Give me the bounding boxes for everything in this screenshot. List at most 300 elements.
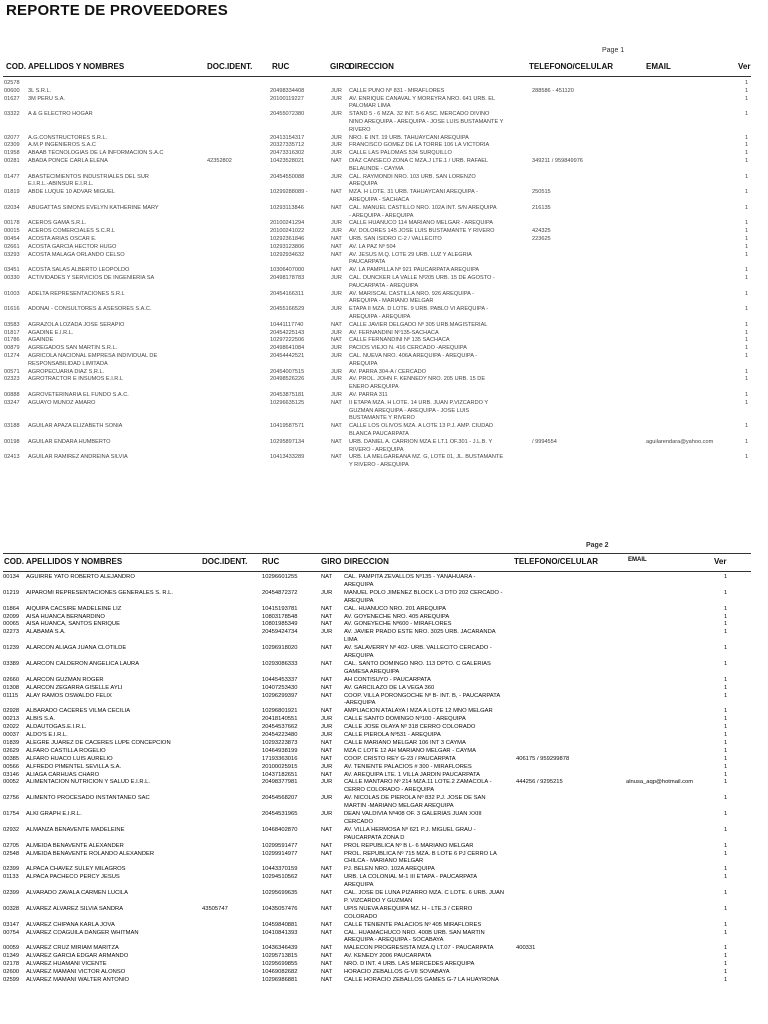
cell-giro: NAT bbox=[321, 747, 333, 754]
cell-cod: 01819 bbox=[4, 189, 20, 196]
cell-dir: AV. GARCILAZO DE LA VEGA 360 bbox=[344, 684, 435, 691]
table-row bbox=[0, 400, 768, 408]
cell-dir: COOP. VILLA PORONGOCHE Nº B- INT. B, - PAUCARPATA bbox=[344, 692, 501, 699]
table-row-continuation bbox=[0, 103, 768, 111]
table-row bbox=[0, 614, 768, 622]
cell-ver: 1 bbox=[724, 613, 728, 620]
table-row bbox=[0, 779, 768, 787]
cell-giro: JUR bbox=[331, 150, 342, 157]
cell-name: AGUIRRE YATO ROBERTO ALEJANDRO bbox=[26, 574, 135, 580]
cell-ruc: 10413433289 bbox=[270, 454, 305, 461]
table-row bbox=[0, 922, 768, 930]
cell-ver: 1 bbox=[724, 629, 728, 636]
cell-giro: NAT bbox=[331, 423, 342, 430]
cell-giro: NAT bbox=[331, 158, 342, 164]
cell-cod: 00037 bbox=[3, 732, 20, 738]
table-row bbox=[0, 811, 768, 819]
cell-name: ALBARADO CACERES VILMA CECILIA bbox=[26, 708, 131, 715]
cell-dir: MARTIN -MARIANO MELGAR AREQUIPA bbox=[344, 803, 454, 810]
cell-name: ALMANZA BENAVENTE MADELEINE bbox=[26, 826, 125, 833]
cell-name: ACOSTA MALAGA ORLANDO CELSO bbox=[28, 251, 125, 258]
cell-dir: AREQUIPA - SACHACA bbox=[349, 197, 410, 203]
cell-giro: JUR bbox=[331, 87, 342, 94]
cell-ruc: 10410841393 bbox=[262, 929, 298, 936]
cell-ruc: 20454531965 bbox=[262, 811, 298, 817]
table-row bbox=[0, 135, 768, 143]
cell-ver: 1 bbox=[745, 173, 749, 180]
cell-name: AGROPECUARIA DIAZ S.R.L. bbox=[28, 368, 105, 375]
cell-ruc: 20100241294 bbox=[270, 220, 305, 227]
cell-cod: 02413 bbox=[4, 454, 20, 461]
table-row bbox=[0, 111, 768, 119]
cell-cod: 03322 bbox=[4, 111, 20, 118]
cell-cod: 00065 bbox=[3, 621, 20, 628]
cell-dir: HORACIO ZEBALLOS G-VII SOVABAYA bbox=[344, 969, 450, 975]
cell-dir: PJ. BELEN NRO. 102A AREQUIPA bbox=[344, 866, 435, 873]
table-row bbox=[0, 376, 768, 384]
table-row bbox=[0, 353, 768, 361]
table-row bbox=[0, 392, 768, 400]
cell-tel: 424325 bbox=[532, 228, 551, 235]
table-row-continuation bbox=[0, 298, 768, 306]
cell-cod: 01349 bbox=[3, 953, 20, 960]
cell-giro: JUR bbox=[321, 795, 333, 802]
cell-dir: CAL. NUEVA NRO. 406A AREQUIPA - AREQUIPA - bbox=[349, 353, 478, 359]
cell-dir: PAUCARPATA - AREQUIPA bbox=[349, 282, 419, 289]
cell-dir: AV. ENRIQUE CANAVAL Y MOREYRA NRO. 641 URB. EL bbox=[349, 95, 496, 102]
cell-dir: CALLE HUANUCO 114 MARIANO MELGAR - AREQUIPA bbox=[349, 220, 494, 227]
cell-dir: LIMA bbox=[344, 637, 358, 644]
table-row bbox=[0, 606, 768, 614]
cell-dir: AV. SALAVERRY Nº 402- URB. VALLECITO CERCADO - bbox=[344, 645, 492, 652]
table-row bbox=[0, 291, 768, 299]
table-row bbox=[0, 677, 768, 685]
cell-cod: 02077 bbox=[4, 134, 20, 141]
table-row-continuation bbox=[0, 181, 768, 189]
cell-cod: 01219 bbox=[3, 589, 20, 596]
cell-doc: 43505747 bbox=[202, 905, 228, 912]
cell-giro: NAT bbox=[331, 267, 342, 274]
cell-dir: CAL. HUAMACHUCO NRO. 400B URB. SAN MARTIN bbox=[344, 929, 485, 936]
table-row-continuation bbox=[0, 408, 768, 416]
cell-cod: 02629 bbox=[3, 747, 20, 754]
cell-giro: NAT bbox=[321, 645, 333, 652]
cell-ver: 1 bbox=[745, 275, 749, 281]
cell-giro: NAT bbox=[321, 605, 333, 612]
table-row-continuation bbox=[0, 787, 768, 795]
cell-cod: 00888 bbox=[4, 392, 20, 398]
cell-ruc: 10464938199 bbox=[262, 747, 298, 754]
table-row bbox=[0, 661, 768, 669]
cell-dir: CAL. JOSE DE LUNA PIZARRO MZA. C LOTE. 6 URB. JUAN bbox=[344, 890, 505, 896]
cell-ruc: 10445453337 bbox=[262, 676, 298, 683]
cell-dir: CAL. SANTO DOMINGO NRO. 113 DPTO. C GALERIAS bbox=[344, 660, 491, 667]
col-tel: TELEFONO/CELULAR bbox=[514, 557, 598, 566]
cell-name: ALPACA PACHECO PERCY JESUS bbox=[26, 874, 120, 881]
cell-email: aguilarendara@yahoo.com bbox=[646, 438, 714, 445]
cell-giro: NAT bbox=[321, 921, 333, 928]
cell-name: ALIAGA CARHUAS CHARO bbox=[26, 771, 100, 778]
cell-ver: 1 bbox=[745, 236, 749, 242]
table-row bbox=[0, 890, 768, 898]
cell-cod: 00059 bbox=[3, 945, 20, 952]
cell-dir: CALLE TENIENTE PALACIOS Nº 405 MIRAFLORES bbox=[344, 921, 482, 928]
cell-cod: 02600 bbox=[3, 969, 20, 975]
cell-name: AISA HUANCA, SANTOS ENRIQUE bbox=[26, 621, 120, 628]
cell-ver: 1 bbox=[724, 684, 728, 691]
cell-tel: 400331 bbox=[516, 945, 536, 952]
cell-ver: 1 bbox=[724, 969, 728, 975]
cell-ruc: 20498526226 bbox=[270, 376, 305, 383]
cell-ver: 1 bbox=[724, 645, 728, 652]
table-row bbox=[0, 369, 768, 377]
cell-name: ADELTA REPRESENTACIONES S.R.L bbox=[28, 290, 125, 297]
cell-ruc: 10295897134 bbox=[270, 438, 305, 445]
cell-ver: 1 bbox=[724, 605, 728, 612]
cell-ver: 1 bbox=[724, 724, 728, 731]
cell-dir: AREQUIPA - AREQUIPA - SOCABAYA bbox=[344, 937, 444, 944]
col-name: APELLIDOS Y NOMBRES bbox=[26, 557, 123, 566]
cell-giro: JUR bbox=[321, 724, 333, 731]
cell-ruc: 10415193781 bbox=[262, 605, 298, 612]
col-tel: TELEFONO/CELULAR bbox=[529, 62, 613, 71]
cell-cod: 03146 bbox=[3, 771, 20, 778]
cell-name: 3M PERU S.A. bbox=[28, 95, 65, 102]
cell-dir: AV. AREQUIPA LTE. 1 VILLA JARDIN PAUCARPATA bbox=[344, 771, 480, 778]
cell-ver: 1 bbox=[745, 95, 749, 102]
cell-ruc: 20418140551 bbox=[262, 716, 298, 723]
page-number-1: Page 1 bbox=[602, 47, 625, 54]
cell-ruc: 20498641084 bbox=[270, 345, 305, 352]
cell-cod: 00281 bbox=[4, 158, 20, 164]
table-row-continuation bbox=[0, 637, 768, 645]
cell-cod: 02599 bbox=[3, 976, 20, 983]
cell-ruc: 10295699855 bbox=[262, 961, 298, 968]
cell-ver: 1 bbox=[745, 80, 749, 86]
cell-ver: 1 bbox=[724, 842, 728, 849]
table-row-continuation bbox=[0, 283, 768, 291]
table-row-continuation bbox=[0, 415, 768, 423]
cell-cod: 00213 bbox=[3, 716, 20, 723]
cell-tel: 349211 / 959849976 bbox=[532, 158, 583, 164]
cell-cod: 02932 bbox=[3, 826, 20, 833]
col-doc: DOC.IDENT. bbox=[207, 62, 253, 71]
cell-ruc: 10296601255 bbox=[262, 574, 298, 580]
cell-ver: 1 bbox=[745, 134, 749, 141]
table-row-continuation bbox=[0, 898, 768, 906]
cell-giro: NAT bbox=[321, 976, 333, 983]
cell-name: ACEROS COMERCIALES S.C.R.L bbox=[28, 228, 116, 235]
cell-name: ALVAREZ CRUZ MIRIAM MARITZA bbox=[26, 945, 119, 952]
cell-ruc: 10299914977 bbox=[262, 850, 298, 857]
table-row bbox=[0, 866, 768, 874]
column-header-row-page-1 bbox=[0, 62, 768, 74]
cell-cod: 03389 bbox=[3, 660, 20, 667]
cell-giro: JUR bbox=[331, 345, 342, 352]
cell-name: AGAINDE bbox=[28, 337, 54, 344]
table-row-continuation bbox=[0, 914, 768, 922]
cell-name: ALARCON ZEGARRA GISELLE AYLI bbox=[26, 684, 123, 691]
cell-dir: RIVERO - AREQUIPA bbox=[349, 446, 404, 453]
col-cod: COD. bbox=[6, 62, 26, 71]
table-row bbox=[0, 827, 768, 835]
table-row bbox=[0, 228, 768, 236]
cell-ruc: 10435057476 bbox=[262, 905, 298, 912]
cell-dir: CALLE MANTARO Nº 214 MZA.11 LOTE.2 ZAMACOLA - bbox=[344, 779, 492, 786]
cell-giro: NAT bbox=[321, 953, 333, 960]
table-row-continuation bbox=[0, 598, 768, 606]
table-row bbox=[0, 322, 768, 330]
cell-dir: AV. TENIENTE PALACIOS # 300 - MIRAFLORES bbox=[344, 763, 472, 770]
cell-name: ABADA PONCE CARLA ELENA bbox=[28, 158, 108, 164]
cell-dir: II ETAPA MZA. H LOTE. 14 URB. JUAN P.VIZCARDO Y bbox=[349, 399, 489, 406]
cell-name: A & G ELECTRO HOGAR bbox=[28, 111, 93, 118]
cell-dir: NIÑO AREQUIPA - AREQUIPA - JOSE LUIS BUSTAMANTE Y bbox=[349, 119, 504, 125]
table-row bbox=[0, 220, 768, 228]
cell-ver: 1 bbox=[745, 220, 749, 227]
cell-tel: 288586 - 451120 bbox=[532, 87, 574, 94]
table-row bbox=[0, 423, 768, 431]
cell-ver: 1 bbox=[724, 621, 728, 628]
cell-cod: 02323 bbox=[4, 376, 20, 383]
cell-ruc: 10407253430 bbox=[262, 684, 298, 691]
cell-cod: 02022 bbox=[3, 724, 20, 731]
table-row bbox=[0, 345, 768, 353]
col-cod: COD. bbox=[4, 557, 24, 566]
table-row bbox=[0, 764, 768, 772]
cell-cod: 00330 bbox=[4, 275, 20, 281]
table-row bbox=[0, 977, 768, 985]
cell-ruc: 20327335712 bbox=[270, 142, 305, 149]
cell-dir: AH CONTISUYO - PAUCARPATA bbox=[344, 676, 431, 683]
cell-dir: AREQUIPA bbox=[349, 360, 378, 367]
table-row-continuation bbox=[0, 127, 768, 135]
cell-ruc: 10296918020 bbox=[262, 645, 298, 652]
cell-ver: 1 bbox=[745, 392, 749, 398]
cell-dir: MANUEL POLO JIMENEZ BLOCK L-3 DTO 202 CERCADO - bbox=[344, 589, 503, 596]
cell-giro: NAT bbox=[331, 321, 342, 328]
cell-dir: PAUCARPATA bbox=[349, 259, 386, 266]
header-rule-page-2 bbox=[3, 571, 751, 572]
cell-ver: 1 bbox=[745, 189, 749, 196]
cell-giro: JUR bbox=[331, 173, 342, 180]
cell-ruc: 20454223480 bbox=[262, 732, 298, 738]
cell-giro: NAT bbox=[331, 399, 342, 406]
cell-dir: AREQUIPA bbox=[344, 581, 374, 588]
cell-ver: 1 bbox=[745, 321, 749, 328]
cell-giro: NAT bbox=[321, 929, 333, 936]
cell-ver: 1 bbox=[745, 111, 749, 118]
cell-name: AIPAROMI REPRESENTACIONES GENERALES S. R.L. bbox=[26, 589, 173, 596]
table-row bbox=[0, 732, 768, 740]
cell-ruc: 20473316302 bbox=[270, 150, 305, 157]
cell-ruc: 10468402870 bbox=[262, 826, 298, 833]
cell-giro: JUR bbox=[331, 228, 342, 235]
cell-tel: / 9994554 bbox=[532, 438, 557, 445]
col-doc: DOC.IDENT. bbox=[202, 557, 248, 566]
table-row-continuation bbox=[0, 259, 768, 267]
cell-ver: 1 bbox=[724, 779, 728, 786]
cell-giro: JUR bbox=[331, 142, 342, 149]
cell-ruc: 10803178548 bbox=[262, 613, 298, 620]
table-row-continuation bbox=[0, 314, 768, 322]
table-row bbox=[0, 244, 768, 252]
table-row-continuation bbox=[0, 462, 768, 470]
cell-cod: 00015 bbox=[4, 228, 20, 235]
cell-dir: AV. PARRA 311 bbox=[349, 392, 388, 398]
cell-cod: 01864 bbox=[3, 605, 20, 612]
cell-ruc: 10436346439 bbox=[262, 945, 298, 952]
cell-ver: 1 bbox=[724, 732, 728, 738]
cell-name: ALAY RAMOS OSWALDO FELIX bbox=[26, 692, 112, 699]
cell-giro: NAT bbox=[321, 676, 333, 683]
cell-name: ALDO'S E.I.R.L. bbox=[26, 732, 68, 738]
cell-giro: JUR bbox=[321, 589, 333, 596]
cell-dir: COLORADO bbox=[344, 913, 378, 920]
cell-giro: NAT bbox=[331, 243, 342, 250]
table-row bbox=[0, 851, 768, 859]
cell-giro: NAT bbox=[321, 755, 333, 762]
cell-ruc: 10306407000 bbox=[270, 267, 305, 274]
cell-dir: CALLE LAS PALOMAS 534 SURQUILLO bbox=[349, 150, 452, 157]
table-row-continuation bbox=[0, 835, 768, 843]
cell-giro: JUR bbox=[331, 220, 342, 227]
cell-dir: GAMESA AREQUIPA bbox=[344, 668, 400, 675]
col-giro: GIRO bbox=[321, 557, 342, 566]
cell-ver: 1 bbox=[745, 267, 749, 274]
cell-dir: -AREQUIPA bbox=[344, 700, 376, 707]
cell-giro: JUR bbox=[321, 732, 333, 738]
cell-tel: 444256 / 9295215 bbox=[516, 779, 563, 786]
cell-ver: 1 bbox=[724, 574, 728, 580]
cell-cod: 02034 bbox=[4, 204, 20, 211]
cell-name: ACEROS GAMA S.R.L. bbox=[28, 220, 87, 227]
cell-dir: BUSTAMANTE Y RIVERO bbox=[349, 415, 415, 422]
table-row bbox=[0, 142, 768, 150]
table-row bbox=[0, 330, 768, 338]
cell-dir: AV. VILLA HERMOSA Nº 621 P.J. MIGUEL GRAU - bbox=[344, 826, 476, 833]
cell-name: ALDAUTOGAS.E.I.R.L. bbox=[26, 724, 87, 731]
cell-cod: 00178 bbox=[4, 220, 20, 227]
cell-ver: 1 bbox=[745, 290, 749, 297]
cell-name: ALVAREZ MAMANI WALTER ANTONIO bbox=[26, 976, 130, 983]
table-row bbox=[0, 843, 768, 851]
cell-giro: NAT bbox=[321, 826, 333, 833]
cell-dir: CALLE JAVIER DELGADO Nº 305 URB.MAGISTERIAL bbox=[349, 321, 488, 328]
table-row-continuation bbox=[0, 582, 768, 590]
cell-cod: 02399 bbox=[3, 890, 20, 896]
cell-ver: 1 bbox=[745, 438, 749, 445]
cell-tel: 223625 bbox=[532, 236, 551, 242]
cell-name: A.M.P INGENIEROS S.A.C bbox=[28, 142, 96, 149]
cell-dir: CAL. PAMPITA ZEVALLOS Nº135 - YANAHUARA - bbox=[344, 574, 476, 580]
cell-ver: 1 bbox=[724, 921, 728, 928]
table-row-continuation bbox=[0, 447, 768, 455]
cell-tel: 406175 / 959299878 bbox=[516, 755, 570, 762]
cell-ver: 1 bbox=[745, 345, 749, 352]
table-row bbox=[0, 708, 768, 716]
cell-ruc: 17193363016 bbox=[262, 755, 298, 762]
cell-giro: NAT bbox=[321, 708, 333, 715]
cell-giro: NAT bbox=[331, 251, 342, 258]
cell-dir: COOP. CRISTO REY G-23 / PAUCARPATA bbox=[344, 755, 456, 762]
cell-cod: 01616 bbox=[4, 306, 20, 313]
table-row bbox=[0, 439, 768, 447]
cell-dir: AREQUIPA - MARIANO MELGAR bbox=[349, 298, 434, 305]
cell-name: AISA HUANCA BERNARDINO bbox=[26, 613, 105, 620]
cell-dir: CAL. RAYMONDI NRO. 103 URB. SAN LORENZO bbox=[349, 173, 476, 180]
table-row bbox=[0, 945, 768, 953]
cell-cod: 02928 bbox=[3, 708, 20, 715]
cell-ruc: 20454442521 bbox=[270, 353, 305, 359]
table-row bbox=[0, 716, 768, 724]
cell-ver: 1 bbox=[745, 329, 749, 336]
cell-dir: CAL. DUNCKER LA VALLE Nº205 URB. 15 DE AGOSTO - bbox=[349, 275, 495, 281]
col-name: APELLIDOS Y NOMBRES bbox=[28, 62, 125, 71]
cell-giro: NAT bbox=[321, 684, 333, 691]
cell-ver: 1 bbox=[745, 306, 749, 313]
cell-cod: 02099 bbox=[3, 613, 20, 620]
table-row bbox=[0, 621, 768, 629]
cell-ruc: 10469082682 bbox=[262, 969, 298, 975]
cell-cod: 00600 bbox=[4, 87, 20, 94]
cell-cod: 01239 bbox=[3, 645, 20, 652]
table-row bbox=[0, 724, 768, 732]
cell-giro: JUR bbox=[321, 811, 333, 817]
cell-ver: 1 bbox=[745, 204, 749, 211]
cell-name: AGUILAR ENDARA HUMBERTO bbox=[28, 438, 111, 445]
cell-cod: 02756 bbox=[3, 795, 20, 802]
cell-ver: 1 bbox=[745, 228, 749, 235]
cell-giro: NAT bbox=[321, 890, 333, 896]
cell-ruc: 20413154317 bbox=[270, 134, 305, 141]
cell-giro: NAT bbox=[331, 337, 342, 344]
cell-ver: 1 bbox=[724, 660, 728, 667]
cell-name: AGUILAR APAZA ELIZABETH SONIA bbox=[28, 423, 123, 430]
table-row bbox=[0, 953, 768, 961]
cell-cod: 02273 bbox=[3, 629, 20, 636]
cell-ruc: 20498178783 bbox=[270, 275, 305, 281]
cell-cod: 00385 bbox=[3, 755, 20, 762]
cell-cod: 00571 bbox=[4, 368, 20, 375]
cell-name: ALIMENTO PROCESADO INSTANTANEO SAC bbox=[26, 795, 150, 802]
table-row bbox=[0, 629, 768, 637]
cell-ver: 1 bbox=[745, 399, 749, 406]
cell-name: AGRICOLA NACIONAL EMPRESA INDIVIDUAL DE bbox=[28, 353, 158, 359]
cell-giro: NAT bbox=[321, 850, 333, 857]
header-rule-page-1 bbox=[3, 76, 751, 77]
cell-dir: AREQUIPA bbox=[344, 653, 374, 659]
cell-tel: 216135 bbox=[532, 204, 551, 211]
cell-ver: 1 bbox=[724, 953, 728, 960]
cell-cod: 02309 bbox=[4, 142, 20, 149]
cell-dir: PALOMAR LIMA bbox=[349, 103, 391, 110]
cell-cod: 00754 bbox=[3, 929, 20, 936]
table-row bbox=[0, 693, 768, 701]
cell-name: RESPONSABILIDAD LIMITADA bbox=[28, 360, 108, 367]
cell-dir: CALLE SANTO DOMINGO Nº100 - AREQUIPA bbox=[344, 716, 466, 723]
cell-ruc: 10293223873 bbox=[262, 739, 298, 746]
cell-name: ACOSTA ARIAS OSCAR E. bbox=[28, 236, 97, 242]
cell-ver: 1 bbox=[745, 368, 749, 375]
table-row bbox=[0, 80, 768, 88]
cell-name: ACOSTA GARCIA HECTOR HUGO bbox=[28, 243, 117, 250]
cell-dir: PROL. REPUBLICA Nº 715 MZA. B LOTE 6 PJ CERRO LA bbox=[344, 850, 497, 857]
cell-cod: 00454 bbox=[4, 236, 20, 242]
cell-doc: 42352802 bbox=[207, 158, 232, 164]
cell-dir: AV. NICOLAS DE PIEROLA Nº 832 P.J. JOSE DE SAN bbox=[344, 795, 486, 802]
cell-cod: 00328 bbox=[3, 905, 20, 912]
